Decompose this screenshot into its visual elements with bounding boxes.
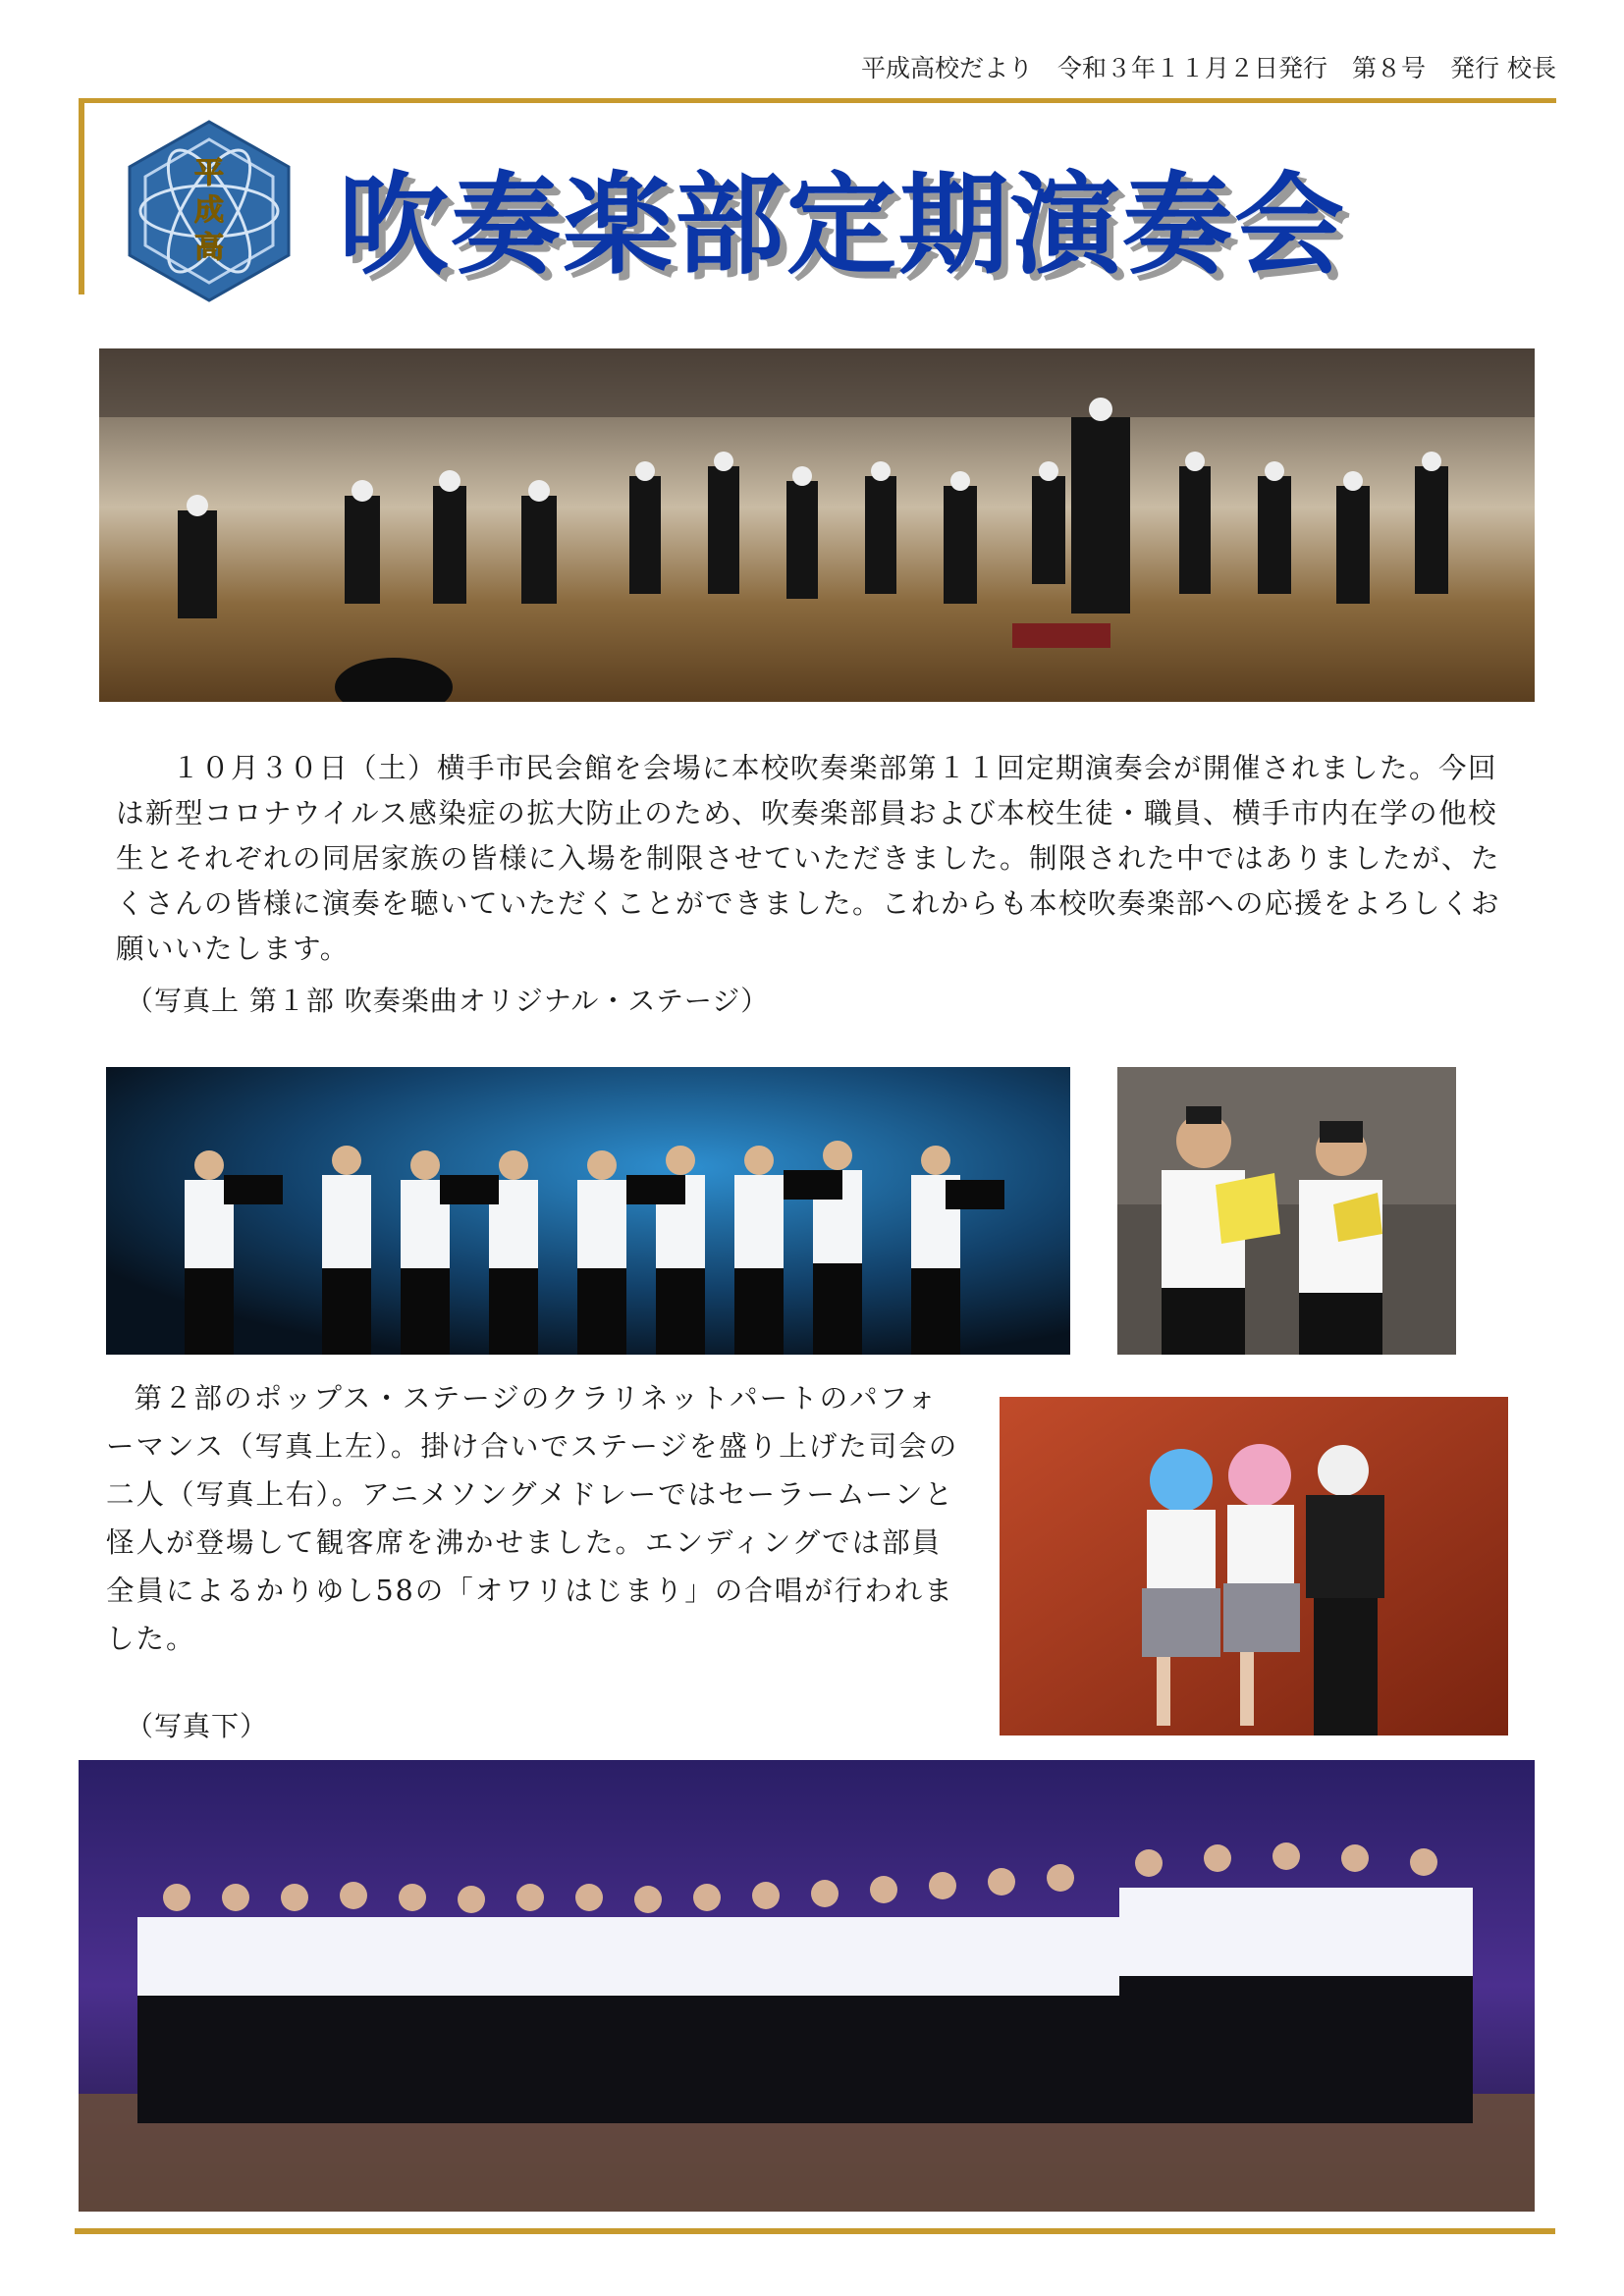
page-title: 吹奏楽部定期演奏会	[339, 162, 1346, 290]
emblem-char-middle: 成	[194, 193, 224, 228]
photo-caption-2: （写真下）	[126, 1710, 269, 1742]
photo-clarinet-part	[106, 1067, 1070, 1355]
photo-concert-band	[99, 348, 1535, 702]
left-gold-rule	[79, 98, 84, 294]
bottom-gold-rule	[75, 2228, 1555, 2234]
photo-ending-chorus	[79, 1760, 1535, 2212]
emblem-char-top: 平	[194, 156, 224, 190]
photo-anime-skit	[1000, 1397, 1508, 1735]
article-paragraph-1: １０月３０日（土）横手市民会館を会場に本校吹奏楽部第１１回定期演奏会が開催されました。今回は新型コロナウイルス感染症の拡大防止のため、吹奏楽部員および本校生徒・職員、横手市内在学の他校生とそれぞれの同居家族の皆様に入場を制限させていただきました。制限された中ではありましたが、たくさんの皆様に演奏を聴いていただくことができました。これからも本校吹奏楽部への応援をよろしくお願いいたします。	[116, 752, 1501, 965]
photo-caption-1: （写真上 第１部 吹奏楽曲オリジナル・ステージ）	[126, 985, 770, 1017]
issue-header: 平成高校だより 令和３年１１月２日発行 第８号 発行 校長	[861, 54, 1556, 82]
emblem-char-bottom: 高	[194, 231, 224, 265]
photo-mc-duo	[1117, 1067, 1456, 1355]
school-emblem	[116, 118, 302, 304]
top-gold-rule	[79, 98, 1556, 103]
article-paragraph-2: 第２部のポップス・ステージのクラリネットパートのパフォーマンス（写真上左）。掛け合いでステージを盛り上げた司会の二人（写真上右）。アニメソングメドレーではセーラームーンと怪人が登場して観客席を沸かせました。エンディングでは部員全員によるかりゆし58の「オワリはじまり」の合唱が行われました。	[106, 1382, 959, 1655]
